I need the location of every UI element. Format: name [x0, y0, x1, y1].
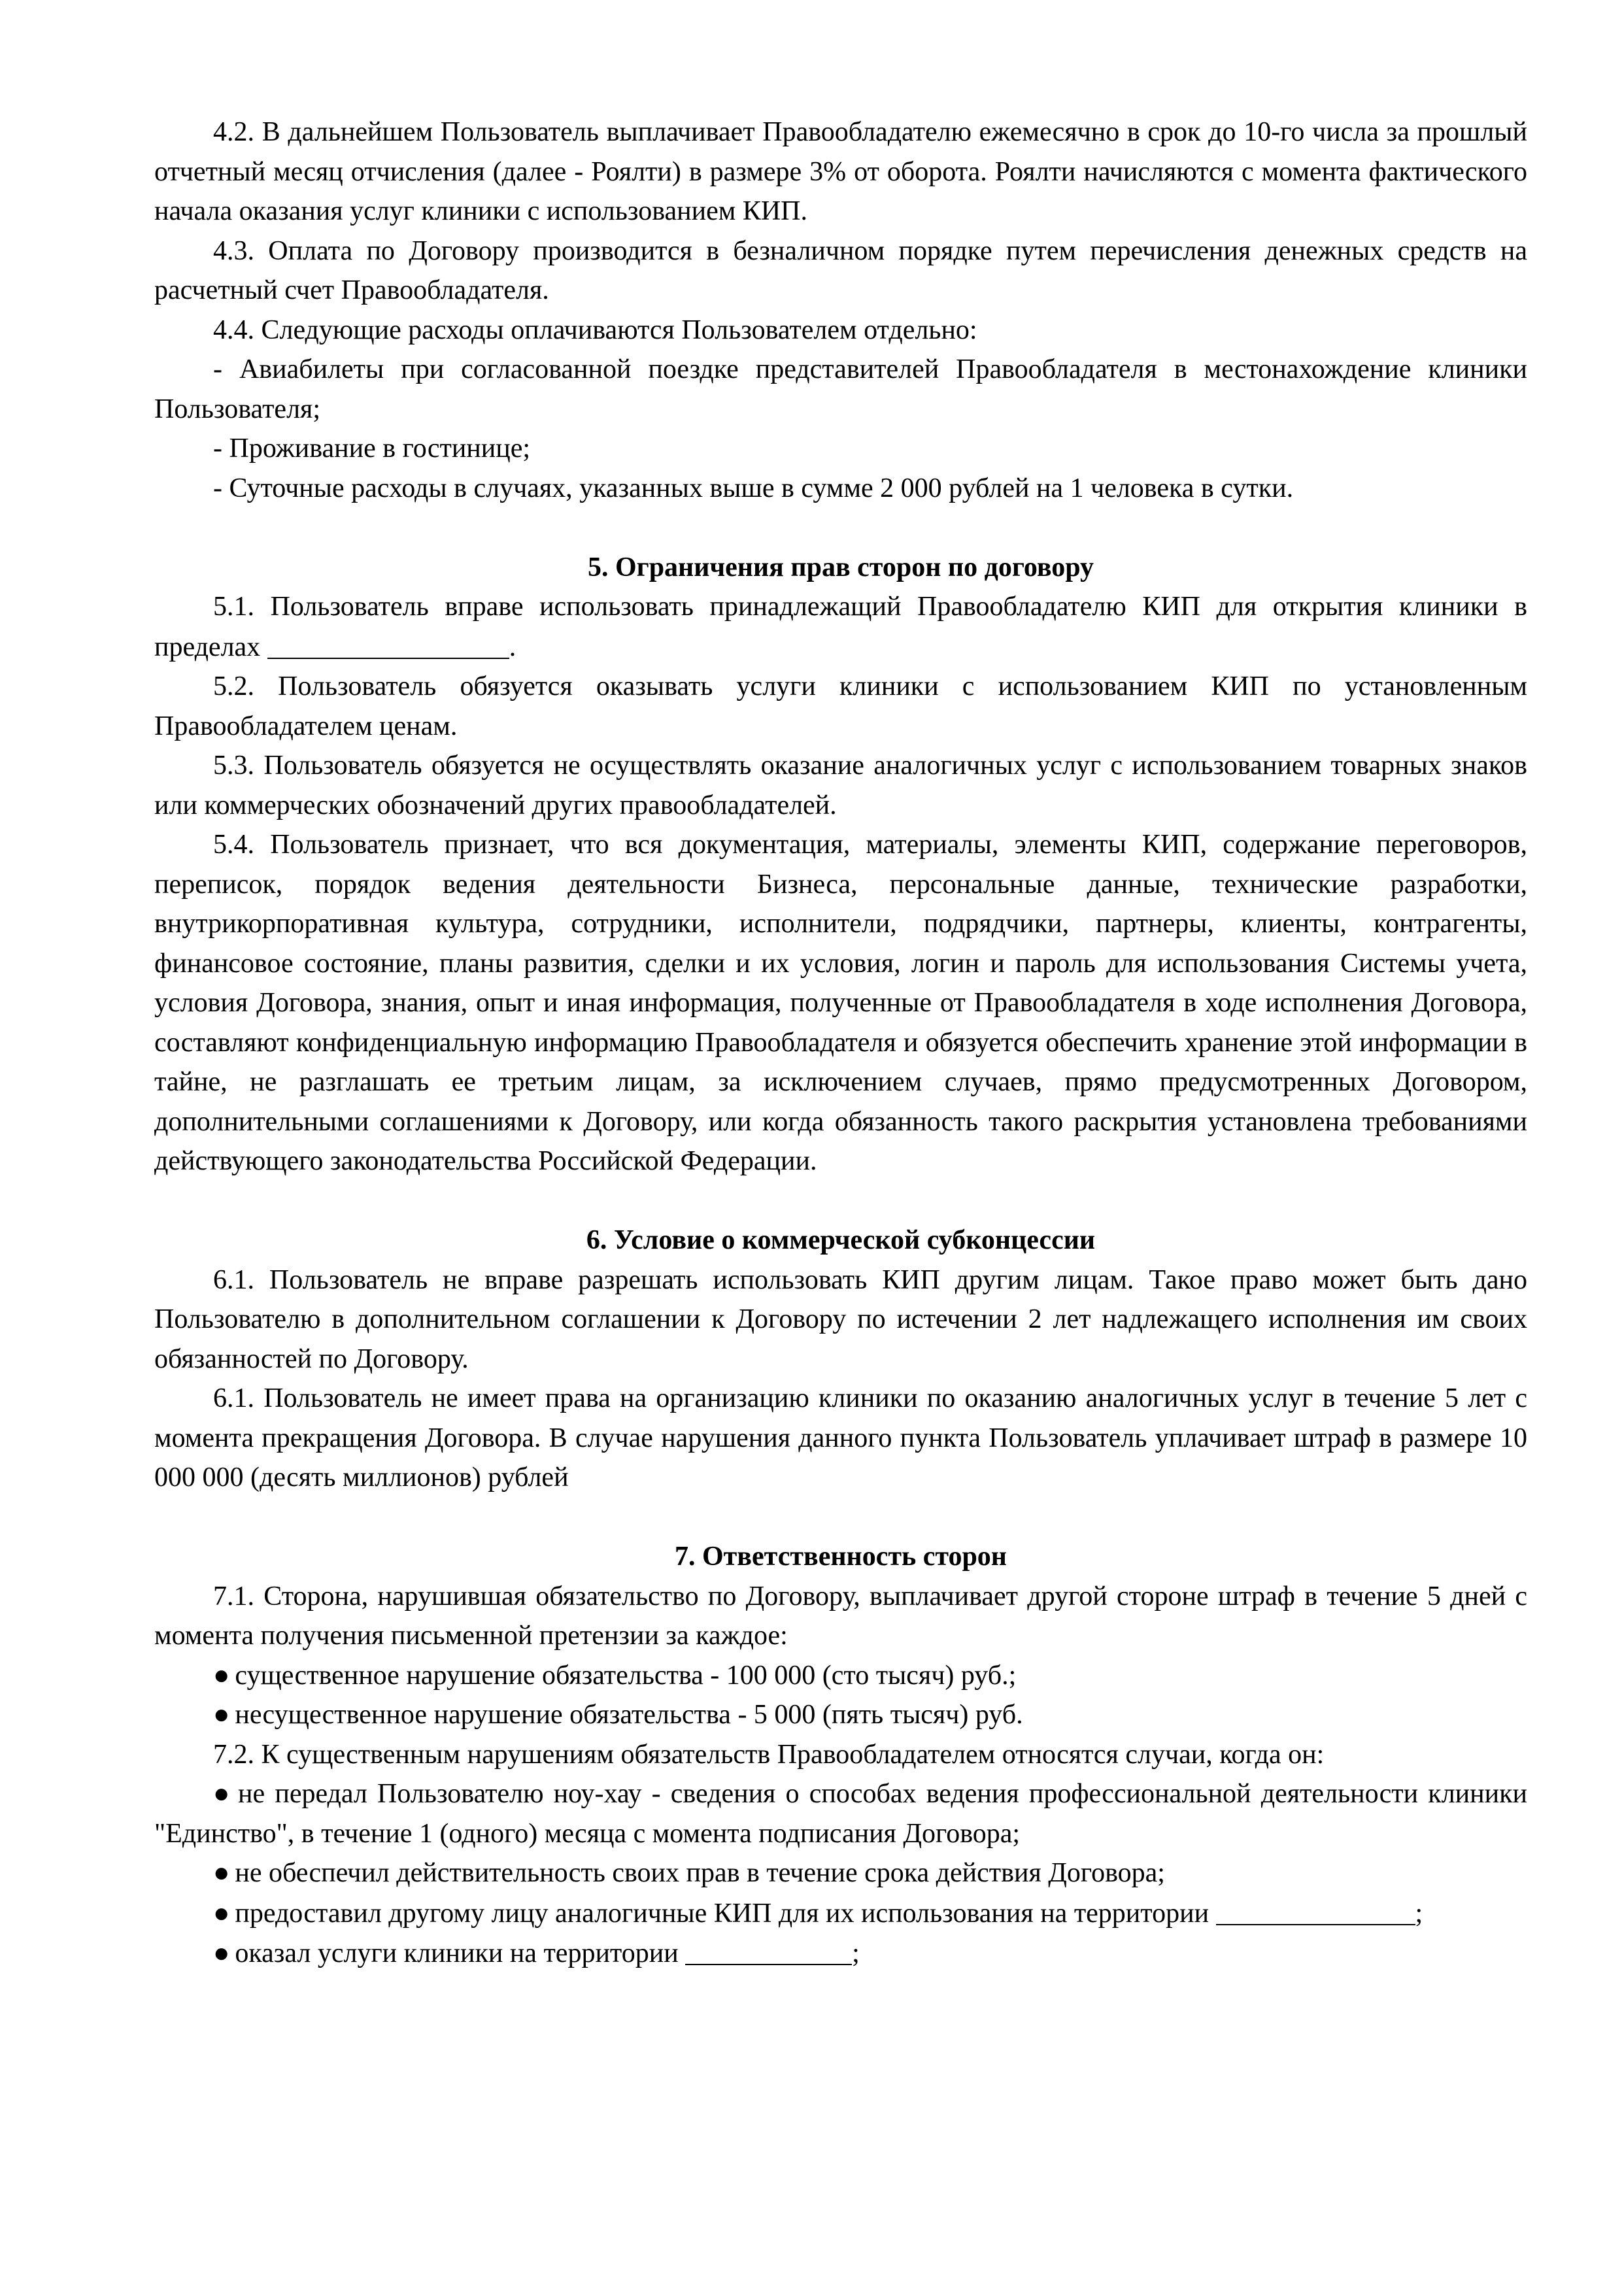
- clause-5-2: 5.2. Пользователь обязуется оказывать услуги клиники с использованием КИП по установленным Правообладателем ценам.: [154, 671, 1527, 741]
- blank-field-territory[interactable]: [685, 1936, 852, 1965]
- section-gap: [154, 1181, 1527, 1221]
- clause-5-1-text: 5.1. Пользователь вправе использовать принадлежащий Правообладателю КИП для открытия клиники в пределах: [154, 592, 1527, 662]
- section-gap: [154, 1498, 1527, 1538]
- bullet-icon: ●: [213, 1898, 230, 1929]
- bullet-text: предоставил другому лицу аналогичные КИП для их использования на территории: [235, 1898, 1210, 1929]
- bullet-item: [154, 1893, 1527, 1934]
- bullet-text: оказал услуги клиники на территории: [235, 1938, 679, 1968]
- clause-6-1-noncompete: 6.1. Пользователь не имеет права на организацию клиники по оказанию аналогичных услуг в течение 5 лет с момента прекращения Договора. В случае нарушения данного пункта Пользователь уплачивает штраф в размере 10 000 000 (десять миллионов) рублей: [154, 1383, 1527, 1493]
- clause-6-1-sublicense: 6.1. Пользователь не вправе разрешать использовать КИП другим лицам. Такое право может быть дано Пользователю в дополнительном соглашении к Договору по истечении 2 лет надлежащего исполнения им своих обязанностей по Договору.: [154, 1264, 1527, 1374]
- expense-item-airfare: - Авиабилеты при согласованной поездке представителей Правообладателя в местонахождение клиники Пользователя;: [154, 354, 1527, 424]
- clause-4-2: 4.2. В дальнейшем Пользователь выплачивает Правообладателю ежемесячно в срок до 10-го числа за прошлый отчетный месяц отчисления (далее - Роялти) в размере 3% от оборота. Роялти начисляются с момента фактического начала оказания услуг клиники с использованием КИП.: [154, 117, 1527, 226]
- bullet-icon: ●: [213, 1779, 233, 1809]
- section-6-heading: 6. Условие о коммерческой субконцессии: [586, 1225, 1096, 1255]
- bullet-item: [154, 1933, 1527, 1974]
- expense-item-per-diem: - Суточные расходы в случаях, указанных выше в сумме 2 000 рублей на 1 человека в сутки.: [213, 473, 1294, 503]
- bullet-text: не передал Пользователю ноу-хау - сведения о способах ведения профессиональной деятельности клиники "Единство", в течение 1 (одного) месяца с момента подписания Договора;: [154, 1779, 1527, 1849]
- clause-7-1: 7.1. Сторона, нарушившая обязательство по Договору, выплачивает другой стороне штраф в течение 5 дней с момента получения письменной претензии за каждое:: [154, 1581, 1527, 1651]
- bullet-text: несущественное нарушение обязательства - 5 000 (пять тысяч) руб.: [235, 1700, 1023, 1730]
- clause-4-4: 4.4. Следующие расходы оплачиваются Пользователем отдельно:: [213, 314, 977, 345]
- bullet-item: [154, 1853, 1527, 1893]
- bullet-item: [154, 1774, 1527, 1853]
- clause-5-1: [154, 587, 1527, 667]
- bullet-icon: ●: [213, 1858, 230, 1888]
- clause-4-3: 4.3. Оплата по Договору производится в безналичном порядке путем перечисления денежных средств на расчетный счет Правообладателя.: [154, 235, 1527, 305]
- bullet-icon: ●: [213, 1700, 230, 1730]
- bullet-icon: ●: [213, 1660, 230, 1691]
- bullet-end: ;: [1415, 1898, 1423, 1929]
- section-7-heading: 7. Ответственность сторон: [674, 1542, 1007, 1572]
- clause-5-4: 5.4. Пользователь признает, что вся документация, материалы, элементы КИП, содержание переговоров, переписок, порядок ведения деятельности Бизнеса, персональные данные, технические разработки, внутрикорпоративная культура, сотрудники, исполнители, подрядчики, партнеры, клиенты, контрагенты, финансовое состояние, планы развития, сделки и их условия, логин и пароль для использования Системы учета, условия Договора, знания, опыт и иная информация, полученные от Правообладателя в ходе исполнения Договора, составляют конфиденциальную информацию Правообладателя и обязуется обеспечить хранение этой информации в тайне, не разглашать ее третьим лицам, за исключением случаев, прямо предусмотренных Договором, дополнительными соглашениями к Договору, или когда обязанность такого раскрытия установлена требованиями действующего законодательства Российской Федерации.: [154, 830, 1527, 1176]
- clause-5-1-end: .: [509, 632, 516, 662]
- bullet-item: [154, 1695, 1527, 1735]
- expense-item-hotel: - Проживание в гостинице;: [213, 433, 531, 464]
- bullet-text: существенное нарушение обязательства - 100 000 (сто тысяч) руб.;: [235, 1660, 1017, 1691]
- section-gap: [154, 508, 1527, 548]
- clause-5-3: 5.3. Пользователь обязуется не осуществлять оказание аналогичных услуг с использованием товарных знаков или коммерческих обозначений других правообладателей.: [154, 751, 1527, 820]
- blank-field-territory[interactable]: [1216, 1897, 1415, 1925]
- bullet-end: ;: [852, 1938, 860, 1968]
- bullet-text: не обеспечил действительность своих прав в течение срока действия Договора;: [235, 1858, 1165, 1888]
- blank-field-territory[interactable]: [267, 630, 509, 659]
- section-5-heading: 5. Ограничения прав сторон по договору: [587, 552, 1094, 582]
- document-page: [154, 112, 1527, 1974]
- clause-7-2: 7.2. К существенным нарушениям обязательств Правообладателем относятся случаи, когда он:: [213, 1739, 1325, 1770]
- bullet-item: [154, 1656, 1527, 1696]
- bullet-icon: ●: [213, 1938, 230, 1968]
